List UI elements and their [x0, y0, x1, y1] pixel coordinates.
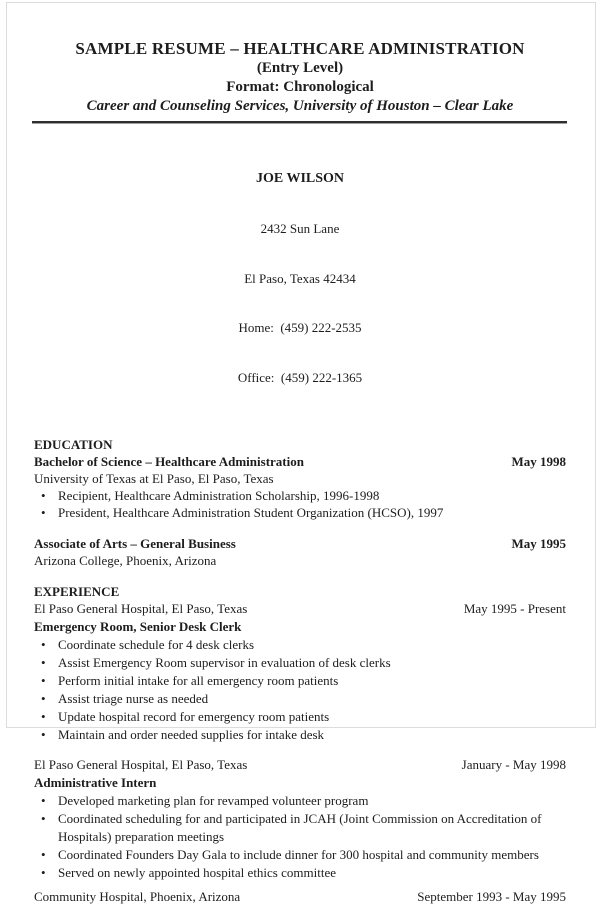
degree-title: Associate of Arts – General Business: [34, 536, 236, 551]
school-name: Arizona College, Phoenix, Arizona: [34, 553, 217, 568]
degree-row: [34, 535, 566, 552]
header-entry-level: (Entry Level): [256, 60, 344, 76]
header-source-line: Career and Counseling Services, University of Houston – Clear Lake: [86, 98, 514, 114]
list-item: • President, Healthcare Administration Student Organization (HCSO), 1997: [34, 504, 566, 521]
list-item: • Served on newly appointed hospital ethics committee: [34, 864, 566, 882]
experience-entry: [34, 600, 566, 744]
education-entry: [34, 453, 566, 521]
experience-entry: [34, 756, 566, 882]
employment-date: September 1993 - May 1995: [417, 889, 566, 904]
list-item: • Coordinated Founders Day Gala to include dinner for 300 hospital and community members: [34, 846, 566, 864]
contact-home-phone: Home: (459) 222-2535: [238, 320, 362, 335]
employer-row: [34, 756, 566, 774]
education-heading: EDUCATION: [34, 437, 113, 452]
contact-block: [34, 137, 566, 419]
degree-date: May 1998: [511, 454, 566, 469]
list-item: • Recipient, Healthcare Administration Scholarship, 1996-1998: [34, 487, 566, 504]
list-item: • Update hospital record for emergency room patients: [34, 708, 566, 726]
degree-date: May 1995: [511, 536, 566, 551]
list-item: • Developed marketing plan for revamped volunteer program: [34, 792, 566, 810]
job-title: Emergency Room, Senior Desk Clerk: [34, 619, 242, 634]
header-format-line: Format: Chronological: [226, 79, 374, 95]
education-bullet-list: [34, 487, 566, 521]
employer-row: [34, 600, 566, 618]
contact-street: 2432 Sun Lane: [260, 221, 340, 236]
list-item: • Maintain and order needed supplies for intake desk: [34, 726, 566, 744]
list-item: • Coordinate schedule for 4 desk clerks: [34, 636, 566, 654]
education-entry: [34, 535, 566, 569]
experience-entry: [34, 888, 566, 906]
employer-name: El Paso General Hospital, El Paso, Texas: [34, 601, 248, 616]
list-item: • Coordinated scheduling for and participated in JCAH (Joint Commission on Accreditation of Hospitals) preparation meetings: [34, 810, 566, 846]
experience-bullet-list: [34, 636, 566, 744]
education-section: [34, 436, 566, 569]
employment-date: May 1995 - Present: [463, 601, 566, 616]
experience-section: [34, 583, 566, 906]
employer-name: El Paso General Hospital, El Paso, Texas: [34, 757, 248, 772]
employment-date: January - May 1998: [461, 757, 566, 772]
list-item: • Perform initial intake for all emergency room patients: [34, 672, 566, 690]
contact-office-phone: Office: (459) 222-1365: [237, 369, 363, 385]
experience-heading: EXPERIENCE: [34, 584, 120, 599]
job-title: Administrative Intern: [34, 775, 157, 790]
degree-row: [34, 453, 566, 470]
degree-title: Bachelor of Science – Healthcare Administration: [34, 454, 304, 469]
contact-name: JOE WILSON: [255, 171, 345, 186]
header-divider: [32, 121, 567, 124]
list-item: • Assist triage nurse as needed: [34, 690, 566, 708]
header: [34, 38, 566, 124]
school-name: University of Texas at El Paso, El Paso, Texas: [34, 471, 274, 486]
employer-name: Community Hospital, Phoenix, Arizona: [34, 889, 241, 904]
page-title: SAMPLE RESUME – HEALTHCARE ADMINISTRATION: [75, 39, 525, 58]
employer-row: [34, 888, 566, 906]
experience-bullet-list: [34, 792, 566, 882]
list-item: • Assist Emergency Room supervisor in evaluation of desk clerks: [34, 654, 566, 672]
contact-city-line: El Paso, Texas 42434: [244, 270, 356, 286]
